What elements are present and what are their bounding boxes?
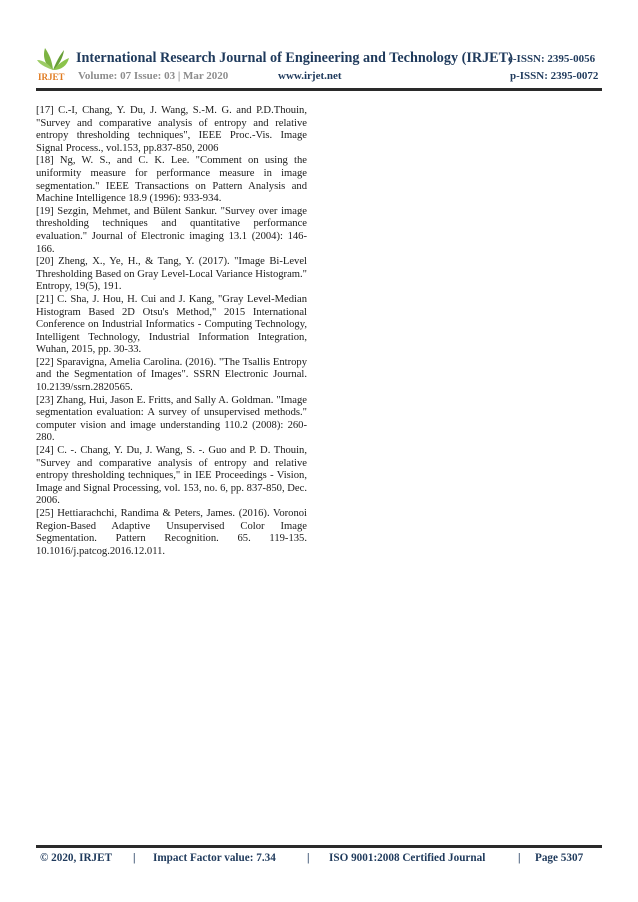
- journal-logo: [36, 46, 70, 82]
- leaf-logo-icon: [36, 46, 70, 82]
- reference-23: [23] Zhang, Hui, Jason E. Fritts, and Sally A. Goldman. "Image segmentation evaluation: A survey of unsupervised methods." computer vision and image understanding 110.2 (2008): 260-280.: [36, 394, 307, 444]
- footer-separator: |: [307, 852, 310, 864]
- footer-separator: |: [518, 852, 521, 864]
- footer-impact-factor: Impact Factor value: 7.34: [153, 852, 276, 864]
- footer-iso: ISO 9001:2008 Certified Journal: [329, 852, 486, 864]
- reference-20: [20] Zheng, X., Ye, H., & Tang, Y. (2017). "Image Bi-Level Thresholding Based on Gray Level-Local Variance Histogram." Entropy, 19(5), 191.: [36, 256, 307, 293]
- reference-25: [25] Hettiarachchi, Randima & Peters, James. (2016). Voronoi Region-Based Adaptive Unsupervised Color Image Segmentation. Pattern Recognition. 65. 119-135. 10.1016/j.patcog.2016.12.011.: [36, 508, 307, 557]
- footer-page-number: Page 5307: [535, 852, 584, 864]
- reference-list: [36, 105, 307, 558]
- svg-text:IRJET: IRJET: [38, 72, 65, 82]
- footer-copyright: © 2020, IRJET: [40, 852, 113, 864]
- footer-separator: |: [133, 852, 136, 864]
- footer-divider: [36, 845, 602, 848]
- reference-21: [21] C. Sha, J. Hou, H. Cui and J. Kang, "Gray Level-Median Histogram Based 2D Otsu's Method," 2015 International Conference on Industrial Informatics - Computing Technology, Intelligent Technology, Industrial Information Integration, Wuhan, 2015, pp. 30-33.: [36, 293, 307, 356]
- reference-24: [24] C. -. Chang, Y. Du, J. Wang, S. -. Guo and P. D. Thouin, "Survey and comparative analysis of entropy and relative entropy thresholding techniques," in IEE Proceedings - Vision, Image and Signal Processing, vol. 153, no. 6, pp. 837-850, Dec. 2006.: [36, 445, 307, 507]
- reference-18: [18] Ng, W. S., and C. K. Lee. "Comment on using the uniformity measure for performance measure in image segmentation." IEEE Transactions on Pattern Analysis and Machine Intelligence 18.9 (1996): 933-934.: [36, 155, 307, 205]
- issue-info: Volume: 07 Issue: 03 | Mar 2020: [78, 70, 229, 82]
- e-issn: e-ISSN: 2395-0056: [508, 53, 596, 65]
- reference-22: [22] Sparavigna, Amelia Carolina. (2016). "The Tsallis Entropy and the Segmentation of Images". SSRN Electronic Journal. 10.2139/ssrn.2820565.: [36, 356, 307, 394]
- journal-website[interactable]: www.irjet.net: [278, 70, 342, 82]
- p-issn: p-ISSN: 2395-0072: [510, 70, 599, 82]
- reference-19: [19] Sezgin, Mehmet, and Bülent Sankur. "Survey over image thresholding techniques and quantitative performance evaluation." Journal of Electronic imaging 13.1 (2004): 146-166.: [36, 205, 307, 255]
- header-divider: [36, 88, 602, 91]
- reference-17: [17] C.-I, Chang, Y. Du, J. Wang, S.-M. G. and P.D.Thouin, "Survey and comparative analysis of entropy and relative entropy thresholding techniques", IEEE Proc.-Vis. Image Signal Process., vol.153, pp.837-850, 2006: [36, 105, 307, 154]
- journal-title: International Research Journal of Engineering and Technology (IRJET): [76, 50, 513, 66]
